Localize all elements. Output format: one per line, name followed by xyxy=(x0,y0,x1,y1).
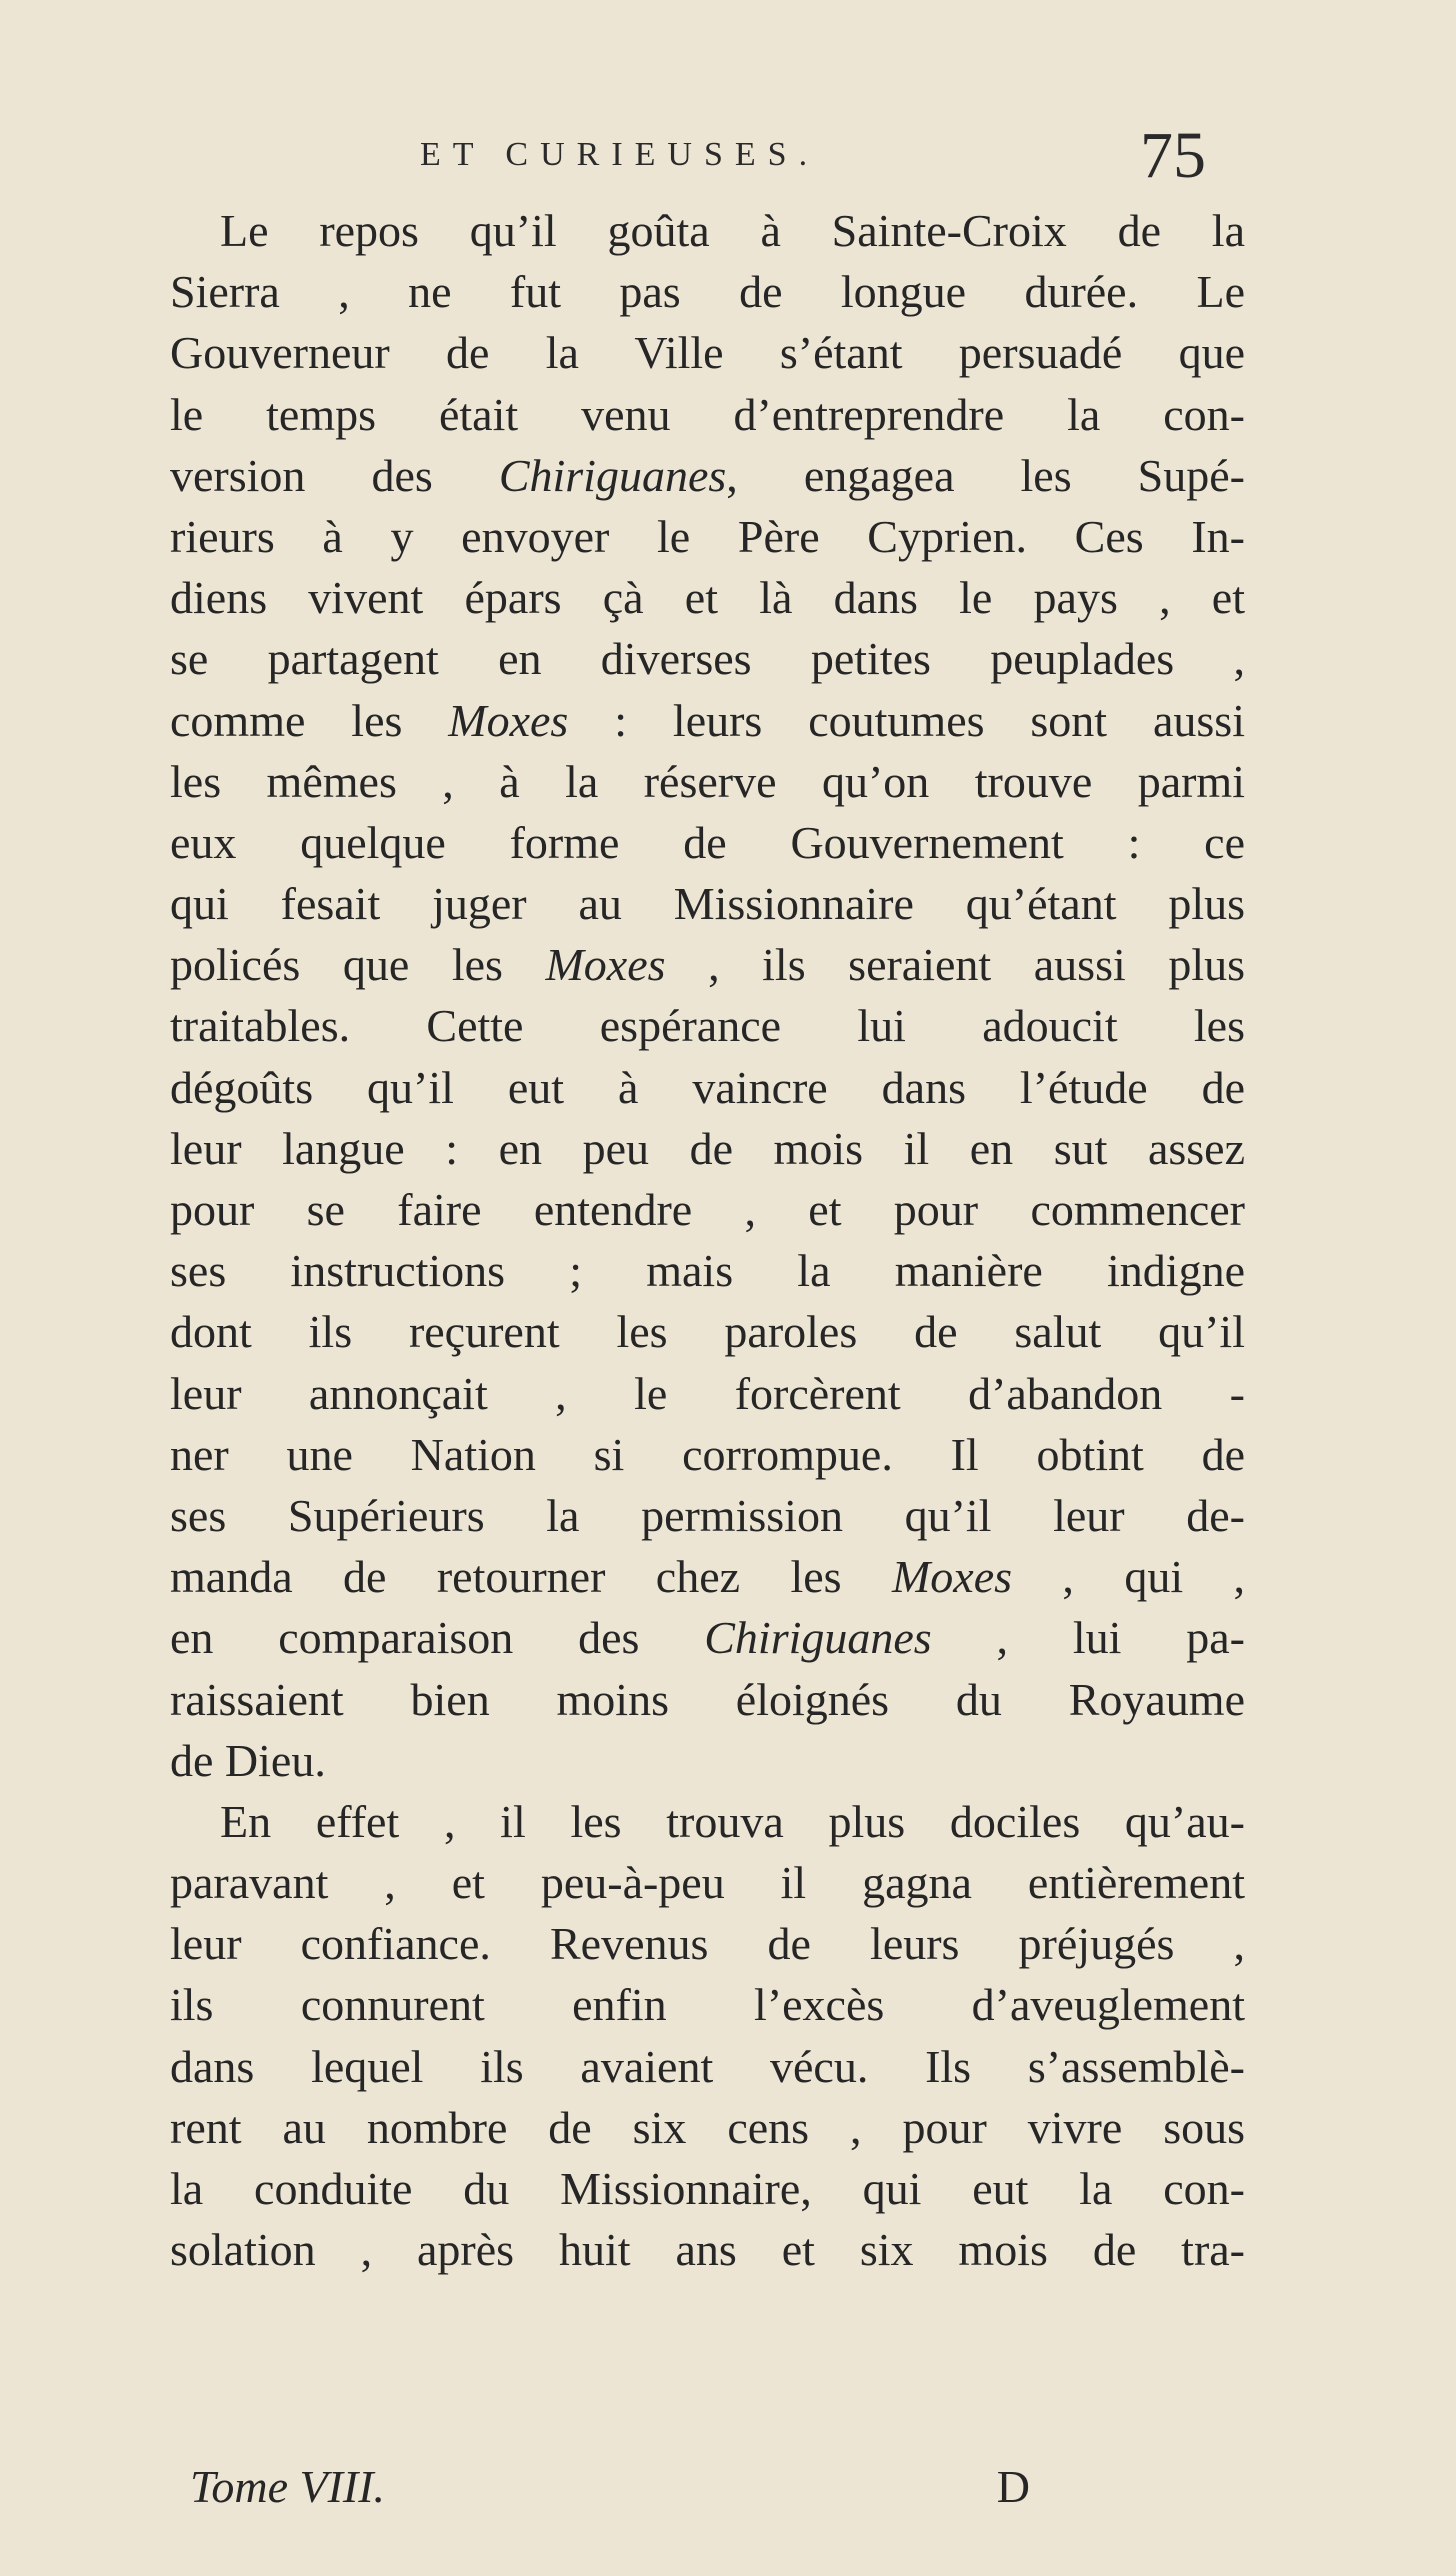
italic-term: Moxes xyxy=(545,939,666,991)
text-run: se partagent en diverses petites peuplades , xyxy=(170,633,1245,685)
text-run: leur annonçait , le forcèrent d’abandon - xyxy=(170,1367,1245,1419)
text-line xyxy=(170,1485,1245,1546)
text-line xyxy=(170,1791,1245,1852)
text-line xyxy=(170,934,1245,995)
text-line xyxy=(170,1913,1245,1974)
text-line xyxy=(170,812,1245,873)
italic-term: Moxes xyxy=(448,694,569,746)
text-run: comme les xyxy=(170,694,449,746)
text-run: traitables. Cette espérance lui adoucit les xyxy=(170,1000,1245,1052)
text-run: En effet , il les trouva plus dociles qu’au- xyxy=(220,1795,1245,1847)
text-line xyxy=(170,1669,1245,1730)
text-line xyxy=(170,628,1245,689)
body-text xyxy=(170,200,1245,2280)
text-line xyxy=(170,1974,1245,2035)
page-number: 75 xyxy=(1140,119,1206,192)
text-line xyxy=(170,1424,1245,1485)
italic-term: Chiriguanes xyxy=(498,449,727,501)
running-head: ET CURIEUSES. xyxy=(420,136,820,173)
text-run: manda de retourner chez les xyxy=(170,1551,892,1603)
text-run: dans lequel ils avaient vécu. Ils s’assemblè- xyxy=(170,2040,1245,2092)
text-line xyxy=(170,873,1245,934)
text-run: leur confiance. Revenus de leurs préjugés , xyxy=(170,1918,1245,1970)
text-line xyxy=(170,1301,1245,1362)
text-run: en comparaison des xyxy=(170,1612,705,1664)
text-run: paravant , et peu-à-peu il gagna entièrement xyxy=(170,1857,1245,1909)
text-run: version des xyxy=(170,449,499,501)
text-run: Sierra , ne fut pas de longue durée. Le xyxy=(170,266,1245,318)
text-line xyxy=(170,1363,1245,1424)
text-line xyxy=(170,200,1245,261)
text-line xyxy=(170,2097,1245,2158)
text-line xyxy=(170,261,1245,322)
text-line xyxy=(170,2158,1245,2219)
text-line xyxy=(170,445,1245,506)
text-run: solation , après huit ans et six mois de tra- xyxy=(170,2224,1245,2276)
text-run: ses instructions ; mais la manière indigne xyxy=(170,1245,1245,1297)
text-run: dont ils reçurent les paroles de salut qu’il xyxy=(170,1306,1245,1358)
text-line xyxy=(170,1118,1245,1179)
text-run: eux quelque forme de Gouvernement : ce xyxy=(170,816,1245,868)
text-run: le temps était venu d’entreprendre la con- xyxy=(170,388,1245,440)
text-line xyxy=(170,1179,1245,1240)
text-line xyxy=(170,1852,1245,1913)
signature-mark: D xyxy=(996,2461,1030,2512)
text-line xyxy=(170,384,1245,445)
text-run: , ils seraient aussi plus xyxy=(665,939,1245,991)
text-line xyxy=(170,322,1245,383)
text-run: Le repos qu’il goûta à Sainte-Croix de la xyxy=(220,205,1245,256)
text-line xyxy=(170,1240,1245,1301)
text-run: la conduite du Missionnaire, qui eut la con- xyxy=(170,2163,1245,2214)
text-line xyxy=(170,1057,1245,1118)
text-line xyxy=(170,2036,1245,2097)
text-run: qui fesait juger au Missionnaire qu’étant plus xyxy=(170,878,1245,930)
text-line xyxy=(170,690,1245,751)
text-run: policés que les xyxy=(170,939,546,991)
text-run: rieurs à y envoyer le Père Cyprien. Ces In- xyxy=(170,510,1245,562)
text-line xyxy=(170,995,1245,1056)
text-run: , engagea les Supé- xyxy=(726,449,1245,501)
text-run: ils connurent enfin l’excès d’aveuglement xyxy=(170,1979,1245,2031)
text-run: , qui , xyxy=(1012,1551,1245,1603)
text-run: rent au nombre de six cens , pour vivre sous xyxy=(170,2101,1245,2153)
text-line xyxy=(170,2219,1245,2280)
text-run: Gouverneur de la Ville s’étant persuadé que xyxy=(170,327,1245,379)
volume-signature: Tome VIII. xyxy=(190,2461,386,2512)
text-line xyxy=(170,1730,1245,1791)
text-run: : leurs coutumes sont aussi xyxy=(568,694,1245,746)
page-footer xyxy=(190,2460,1030,2513)
italic-term: Chiriguanes xyxy=(704,1612,932,1664)
text-line xyxy=(170,1607,1245,1668)
text-run: , lui pa- xyxy=(931,1612,1245,1664)
text-run: diens vivent épars çà et là dans le pays , et xyxy=(170,572,1245,624)
text-run: dégoûts qu’il eut à vaincre dans l’étude de xyxy=(170,1061,1245,1113)
text-run: de Dieu. xyxy=(170,1734,326,1786)
text-run: pour se faire entendre , et pour commencer xyxy=(170,1184,1245,1235)
text-line xyxy=(170,1546,1245,1607)
text-line xyxy=(170,506,1245,567)
text-line xyxy=(170,751,1245,812)
text-run: leur langue : en peu de mois il en sut assez xyxy=(170,1122,1245,1174)
text-run: ses Supérieurs la permission qu’il leur de- xyxy=(170,1489,1245,1541)
italic-term: Moxes xyxy=(891,1551,1013,1603)
text-run: les mêmes , à la réserve qu’on trouve parmi xyxy=(170,755,1245,807)
text-run: ner une Nation si corrompue. Il obtint de xyxy=(170,1428,1245,1480)
text-line xyxy=(170,567,1245,628)
text-run: raissaient bien moins éloignés du Royaume xyxy=(170,1673,1245,1725)
